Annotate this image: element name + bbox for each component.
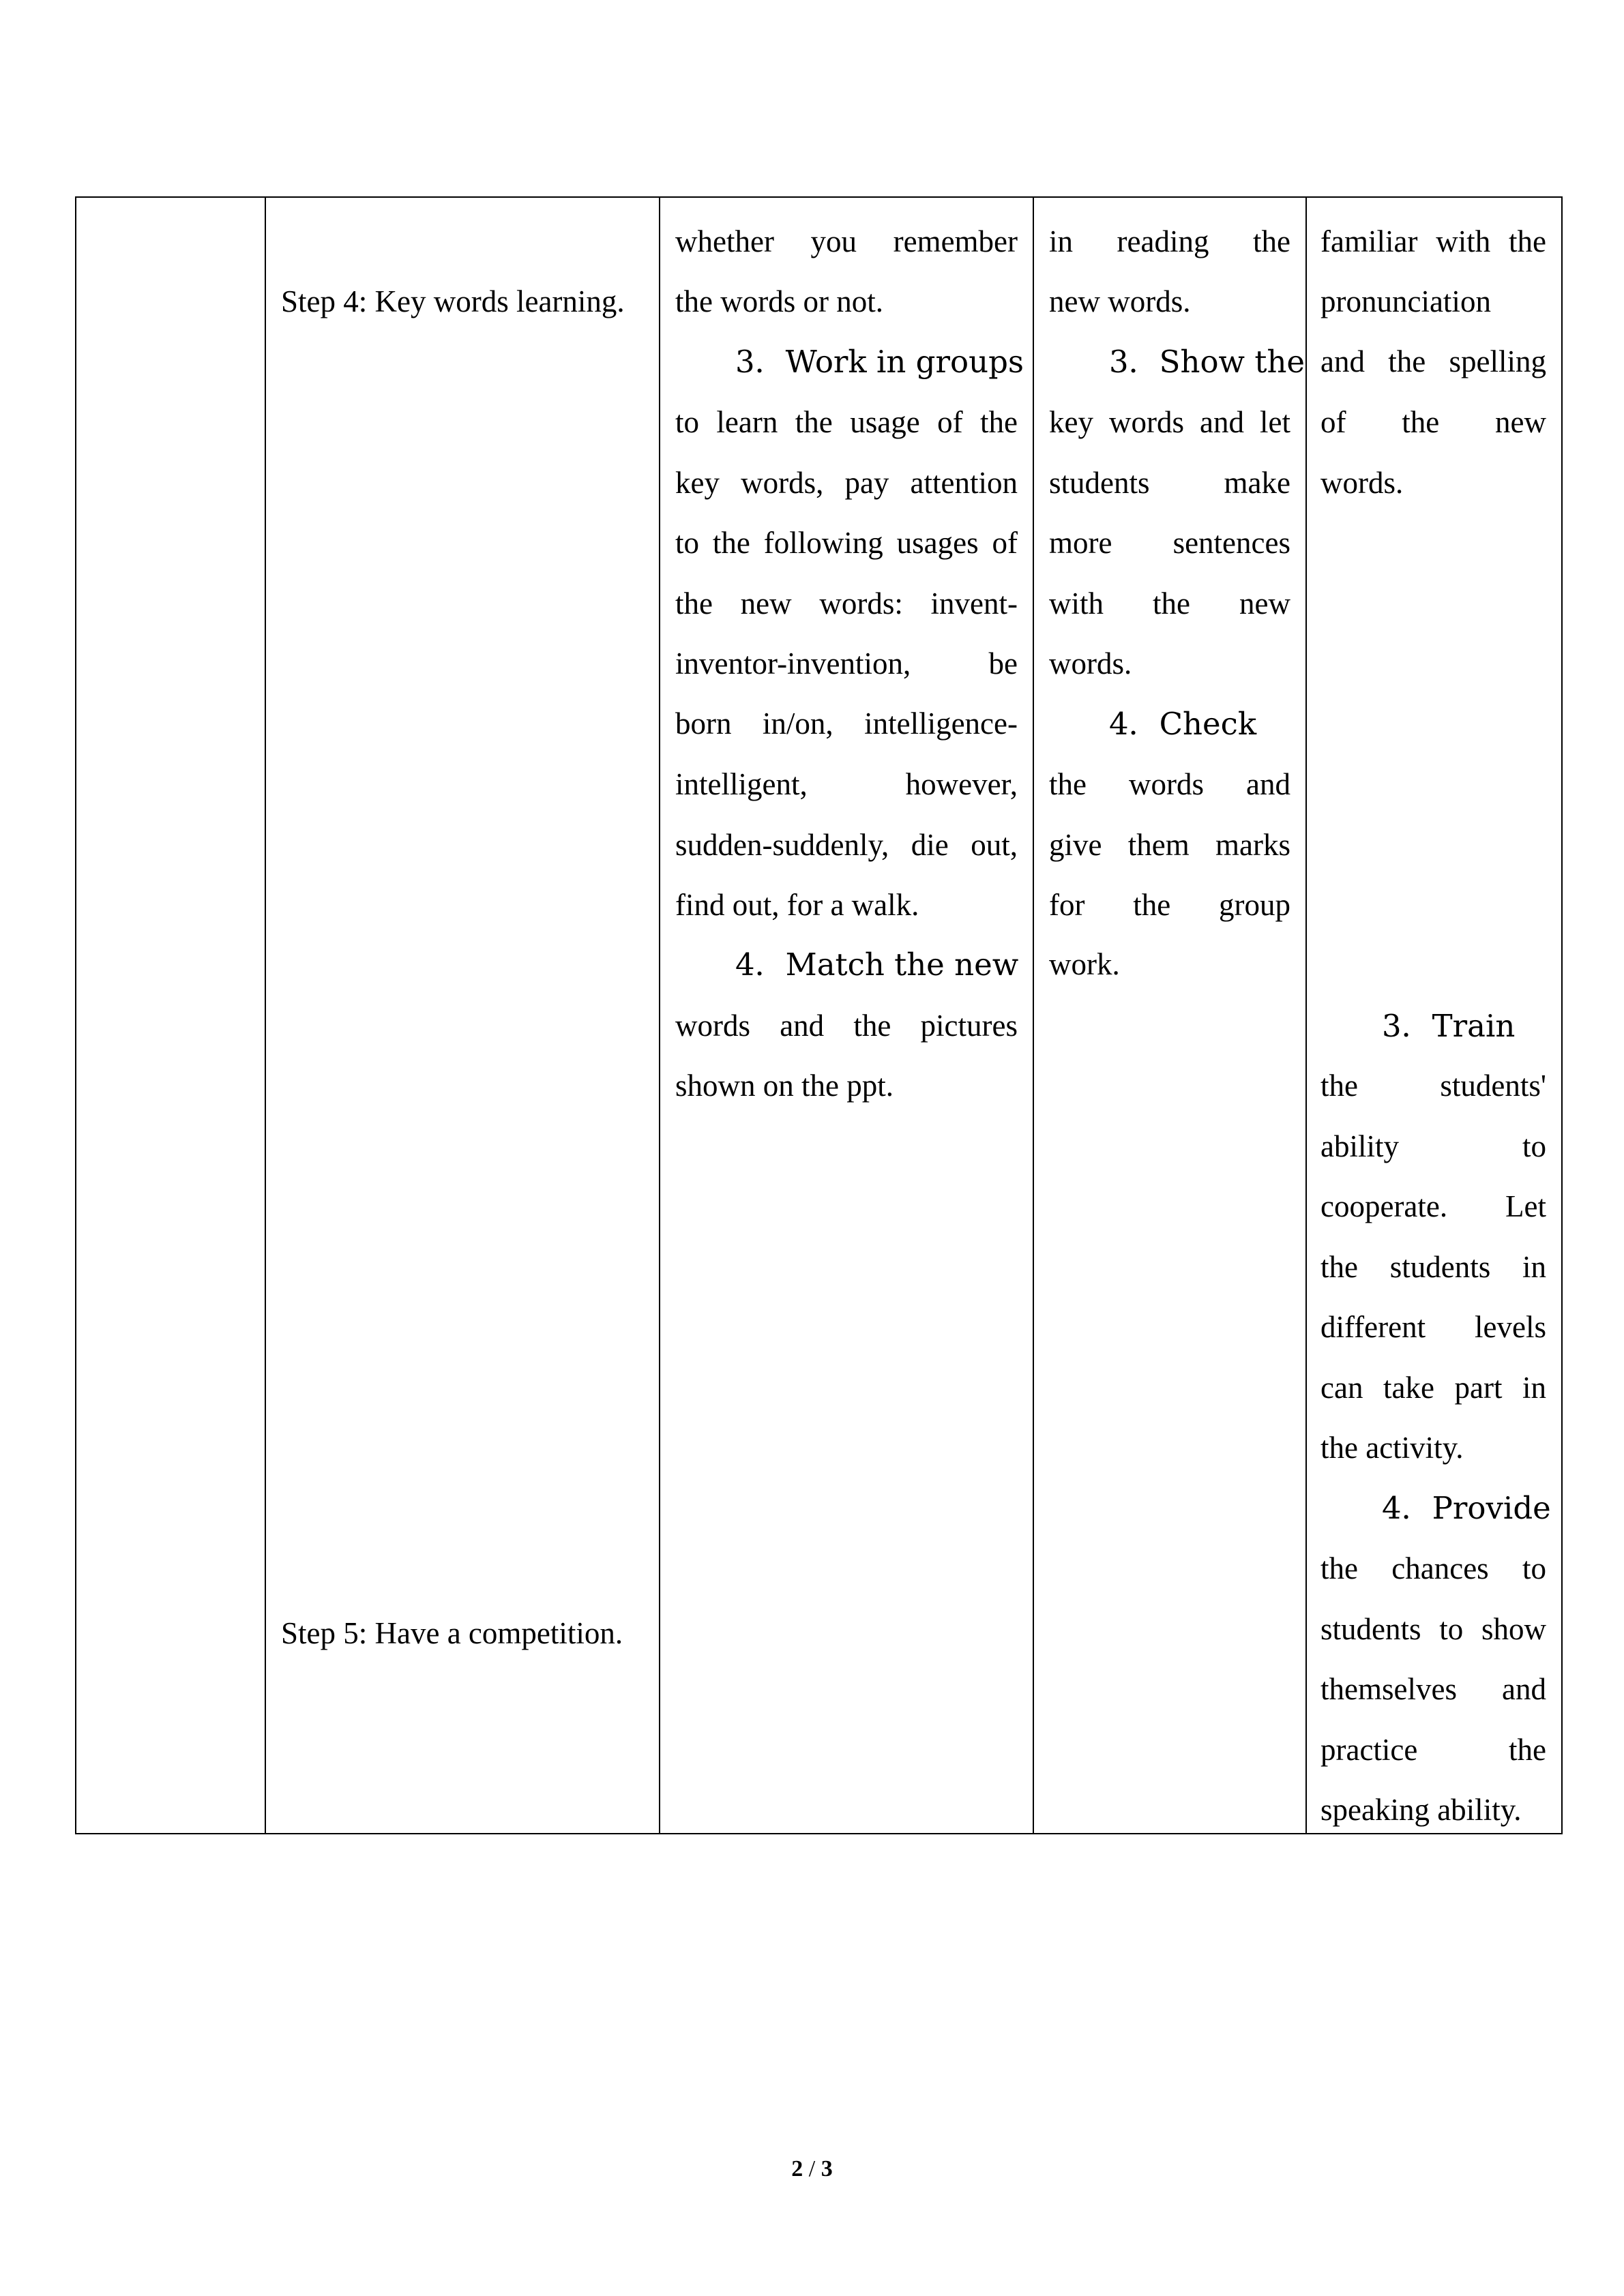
student-activities-cell: [660, 197, 1033, 1834]
student-line: words and the pictures: [675, 1009, 1018, 1043]
student-line: intelligent, however,: [675, 767, 1018, 801]
purpose-line: can take part in: [1320, 1371, 1546, 1405]
purpose-line: the chances to: [1320, 1551, 1546, 1585]
teacher-line: the words and: [1049, 767, 1290, 801]
page-separator: /: [808, 2156, 816, 2181]
teacher-line: key words and let: [1049, 405, 1290, 439]
table-row: [76, 197, 1562, 1834]
step-4-label: Step 4: Key words learning.: [281, 284, 625, 318]
student-line: sudden-suddenly, die out,: [675, 828, 1018, 862]
purpose-line: 3．Train: [1382, 1008, 1516, 1044]
step-5-label: Step 5: Have a competition.: [281, 1616, 623, 1650]
purpose-line: and the spelling: [1320, 344, 1546, 378]
purpose-line: speaking ability.: [1320, 1793, 1522, 1827]
student-line: to learn the usage of the: [675, 405, 1018, 439]
purpose-line: the students': [1320, 1069, 1546, 1103]
purpose-line: words.: [1320, 466, 1404, 500]
student-line: the new words: invent-: [675, 586, 1018, 621]
teacher-line: 3．Show the: [1109, 344, 1305, 380]
student-line: born in/on, intelligence-: [675, 706, 1018, 741]
teacher-line: give them marks: [1049, 828, 1290, 862]
teacher-line: with the new: [1049, 586, 1290, 621]
teacher-line: in reading the: [1049, 224, 1290, 258]
total-pages: 3: [821, 2156, 833, 2181]
teacher-line: for the group: [1049, 888, 1290, 922]
student-line: 3．Work in groups: [735, 344, 1024, 380]
purpose-cell: [1306, 197, 1562, 1834]
page-number: [0, 2156, 1624, 2182]
teacher-line: 4．Check: [1109, 706, 1257, 742]
student-line: the words or not.: [675, 284, 883, 318]
student-line: find out, for a walk.: [675, 888, 919, 922]
purpose-line: practice the: [1320, 1733, 1546, 1767]
teacher-line: work.: [1049, 947, 1120, 981]
purpose-line: the activity.: [1320, 1431, 1464, 1465]
lesson-plan-table: [75, 196, 1563, 1834]
teacher-line: more sentences: [1049, 526, 1290, 560]
purpose-line: 4．Provide: [1382, 1490, 1551, 1526]
purpose-line: ability to: [1320, 1129, 1546, 1163]
student-line: to the following usages of: [675, 526, 1018, 560]
purpose-line: familiar with the: [1320, 224, 1546, 258]
teacher-line: new words.: [1049, 284, 1191, 318]
purpose-line: cooperate. Let: [1320, 1189, 1546, 1223]
teacher-line: words.: [1049, 646, 1132, 681]
steps-cell: [265, 197, 660, 1834]
purpose-line: students to show: [1320, 1612, 1546, 1646]
purpose-line: different levels: [1320, 1310, 1546, 1344]
student-line: key words, pay attention: [675, 466, 1018, 500]
teacher-activities-cell: [1033, 197, 1306, 1834]
current-page: 2: [791, 2156, 803, 2181]
student-line: 4．Match the new: [735, 946, 1019, 983]
purpose-line: of the new: [1320, 405, 1546, 439]
student-line: inventor-invention, be: [675, 646, 1018, 681]
student-line: shown on the ppt.: [675, 1069, 894, 1103]
student-line: whether you remember: [675, 224, 1018, 258]
purpose-line: the students in: [1320, 1250, 1546, 1284]
teacher-line: students make: [1049, 466, 1290, 500]
purpose-line: themselves and: [1320, 1672, 1546, 1706]
purpose-line: pronunciation: [1320, 284, 1491, 318]
stage-cell: [76, 197, 265, 1834]
